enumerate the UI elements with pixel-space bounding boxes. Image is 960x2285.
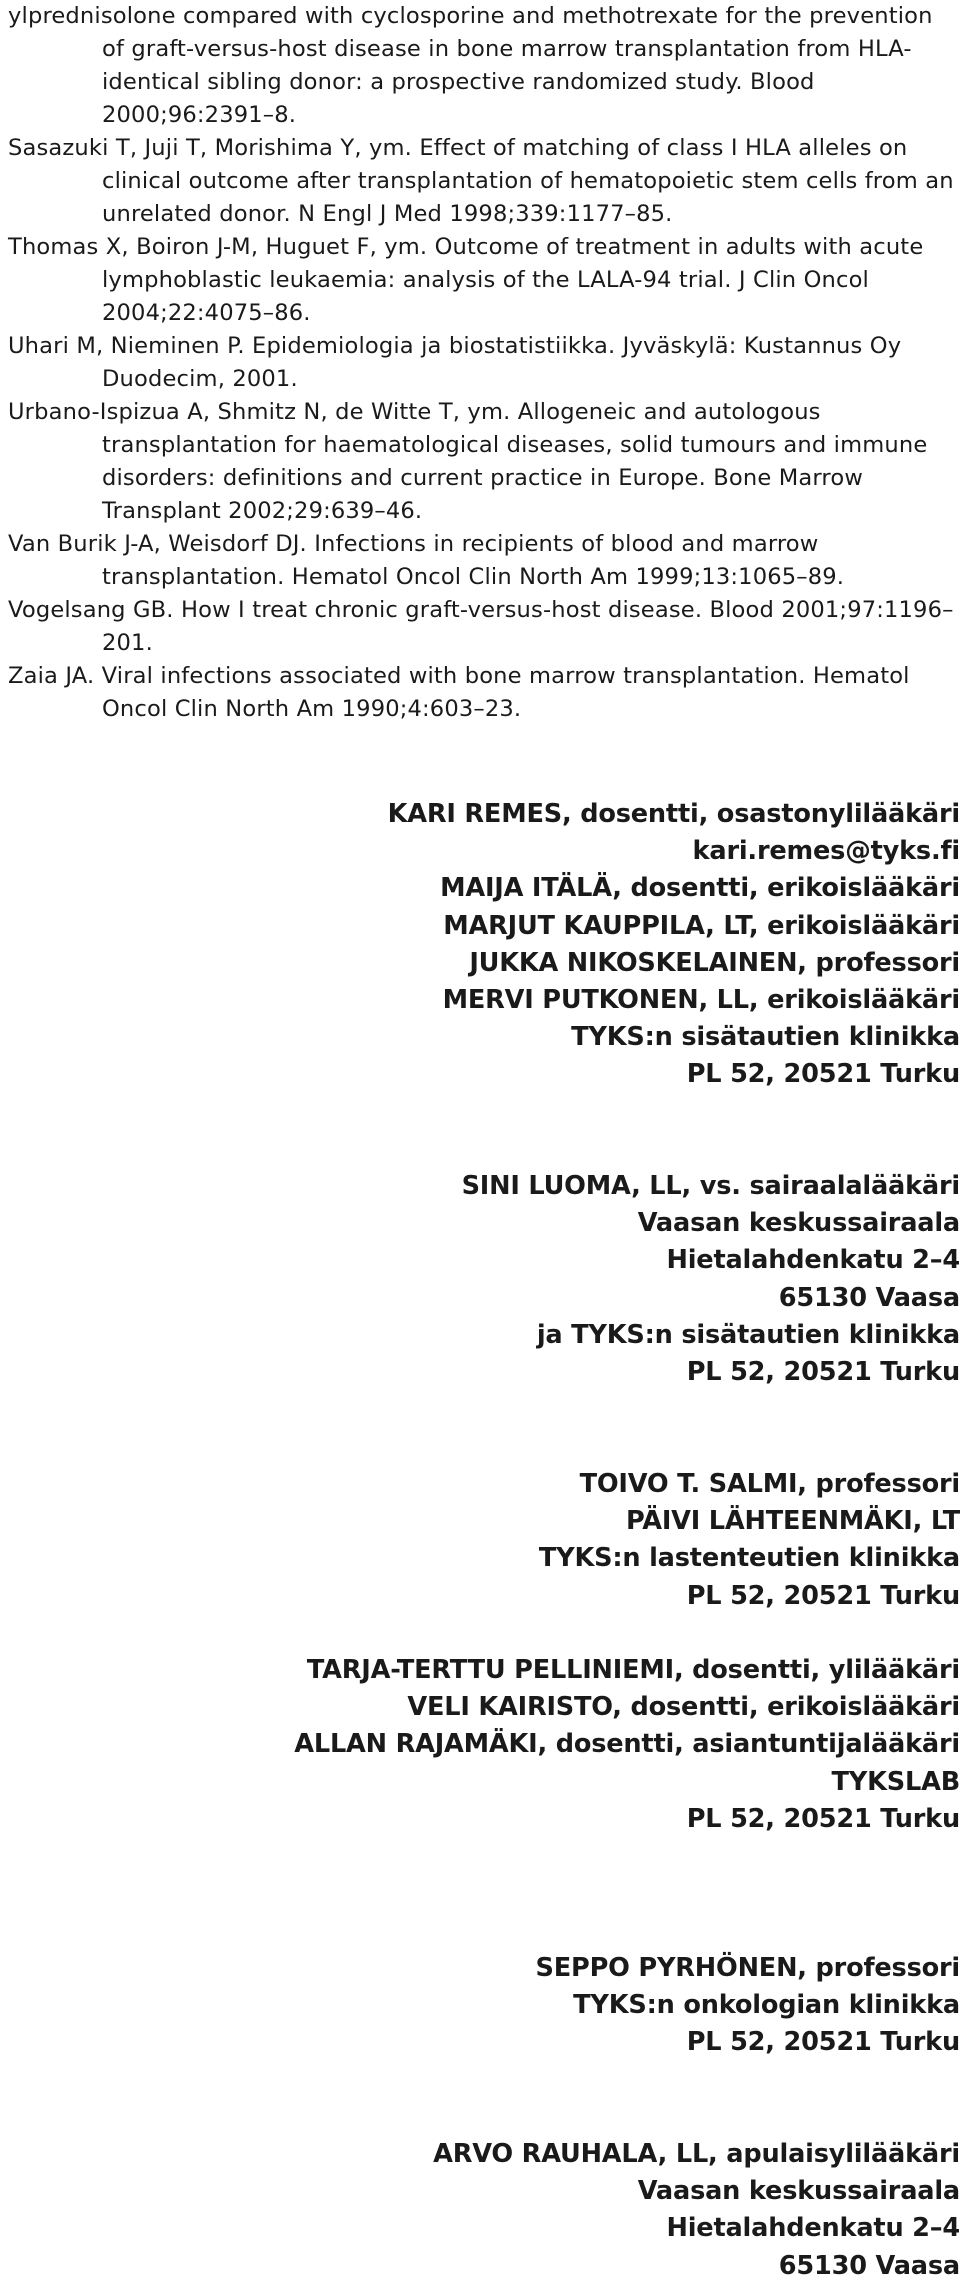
reference-item: Vogelsang GB. How I treat chronic graft-versus-host disease. Blood 2001;97:1196–201. bbox=[8, 597, 954, 656]
author-affiliation-block bbox=[60, 1466, 960, 1615]
reference-item: Zaia JA. Viral infections associated with bone marrow transplantation. Hematol Oncol Clin North Am 1990;4:603–23. bbox=[8, 663, 910, 722]
author-email[interactable]: kari.remes@tyks.fi bbox=[692, 836, 960, 867]
reference-item: Thomas X, Boiron J-M, Huguet F, ym. Outcome of treatment in adults with acute lymphoblastic leukaemia: analysis of the LALA-94 trial. J Clin Oncol 2004;22:4075–86. bbox=[8, 234, 924, 326]
reference-item: ylprednisolone compared with cyclosporine and methotrexate for the prevention of graft-versus-host disease in bone marrow transplantation from HLA-identical sibling donor: a prospective randomized study. Blood 2000;96:2391–8. bbox=[8, 3, 933, 128]
author-line: MAIJA ITÄLÄ, dosentti, erikoislääkäri bbox=[440, 873, 960, 904]
affiliation-line: TYKS:n lastenteutien klinikka bbox=[538, 1543, 960, 1574]
reference-item: Uhari M, Nieminen P. Epidemiologia ja biostatistiikka. Jyväskylä: Kustannus Oy Duodecim, 2001. bbox=[8, 333, 902, 392]
author-affiliation-block bbox=[60, 1652, 960, 1838]
author-line: TARJA-TERTTU PELLINIEMI, dosentti, ylilääkäri bbox=[306, 1655, 960, 1685]
author-affiliation-block bbox=[60, 2136, 960, 2285]
author-line: SEPPO PYRHÖNEN, professori bbox=[535, 1953, 960, 1983]
address-line: PL 52, 20521 Turku bbox=[686, 1580, 960, 1611]
author-line: ARVO RAUHALA, LL, apulaisylilääkäri bbox=[433, 2139, 960, 2169]
reference-item: Urbano-Ispizua A, Shmitz N, de Witte T, ym. Allogeneic and autologous transplantation for haematological diseases, solid tumours and immune disorders: definitions and current practice in Europe. Bone Marrow Transplant 2002;29:639–46. bbox=[8, 399, 928, 524]
author-line: ALLAN RAJAMÄKI, dosentti, asiantuntijalääkäri bbox=[294, 1729, 960, 1760]
author-line: SINI LUOMA, LL, vs. sairaalalääkäri bbox=[461, 1171, 960, 1201]
author-line: TOIVO T. SALMI, professori bbox=[579, 1469, 960, 1499]
author-affiliation-block bbox=[60, 1950, 960, 2062]
affiliation-line: TYKSLAB bbox=[831, 1766, 960, 1797]
address-line: 65130 Vaasa bbox=[778, 2250, 960, 2281]
reference-list bbox=[8, 0, 958, 726]
address-line: 65130 Vaasa bbox=[778, 1282, 960, 1313]
reference-item: Van Burik J-A, Weisdorf DJ. Infections in recipients of blood and marrow transplantation. Hematol Oncol Clin North Am 1999;13:1065–89. bbox=[8, 531, 845, 590]
author-line: VELI KAIRISTO, dosentti, erikoislääkäri bbox=[407, 1692, 960, 1723]
reference-item: Sasazuki T, Juji T, Morishima Y, ym. Effect of matching of class I HLA alleles on clinical outcome after transplantation of hematopoietic stem cells from an unrelated donor. N Engl J Med 1998;339:1177–85. bbox=[8, 135, 954, 227]
affiliation-line: Vaasan keskussairaala bbox=[637, 2176, 960, 2207]
author-line: KARI REMES, dosentti, osastonylilääkäri bbox=[387, 799, 960, 829]
affiliation-line: Vaasan keskussairaala bbox=[637, 1208, 960, 1239]
address-line: PL 52, 20521 Turku bbox=[686, 1357, 960, 1388]
address-line: PL 52, 20521 Turku bbox=[686, 1059, 960, 1090]
address-line: Hietalahdenkatu 2–4 bbox=[666, 2213, 960, 2244]
author-line: JUKKA NIKOSKELAINEN, professori bbox=[469, 947, 960, 978]
author-line: MARJUT KAUPPILA, LT, erikoislääkäri bbox=[443, 910, 960, 941]
address-line: PL 52, 20521 Turku bbox=[686, 1803, 960, 1834]
affiliation-line: TYKS:n sisätautien klinikka bbox=[571, 1022, 960, 1053]
author-affiliation-block bbox=[60, 1168, 960, 1391]
address-line: PL 52, 20521 Turku bbox=[686, 2027, 960, 2058]
affiliation-line: TYKS:n onkologian klinikka bbox=[573, 1990, 960, 2021]
author-line: MERVI PUTKONEN, LL, erikoislääkäri bbox=[442, 985, 960, 1016]
address-line: Hietalahdenkatu 2–4 bbox=[666, 1245, 960, 1276]
author-line: PÄIVI LÄHTEENMÄKI, LT bbox=[626, 1506, 960, 1537]
author-affiliation-block bbox=[60, 796, 960, 1094]
affiliation-line: ja TYKS:n sisätautien klinikka bbox=[536, 1319, 960, 1350]
